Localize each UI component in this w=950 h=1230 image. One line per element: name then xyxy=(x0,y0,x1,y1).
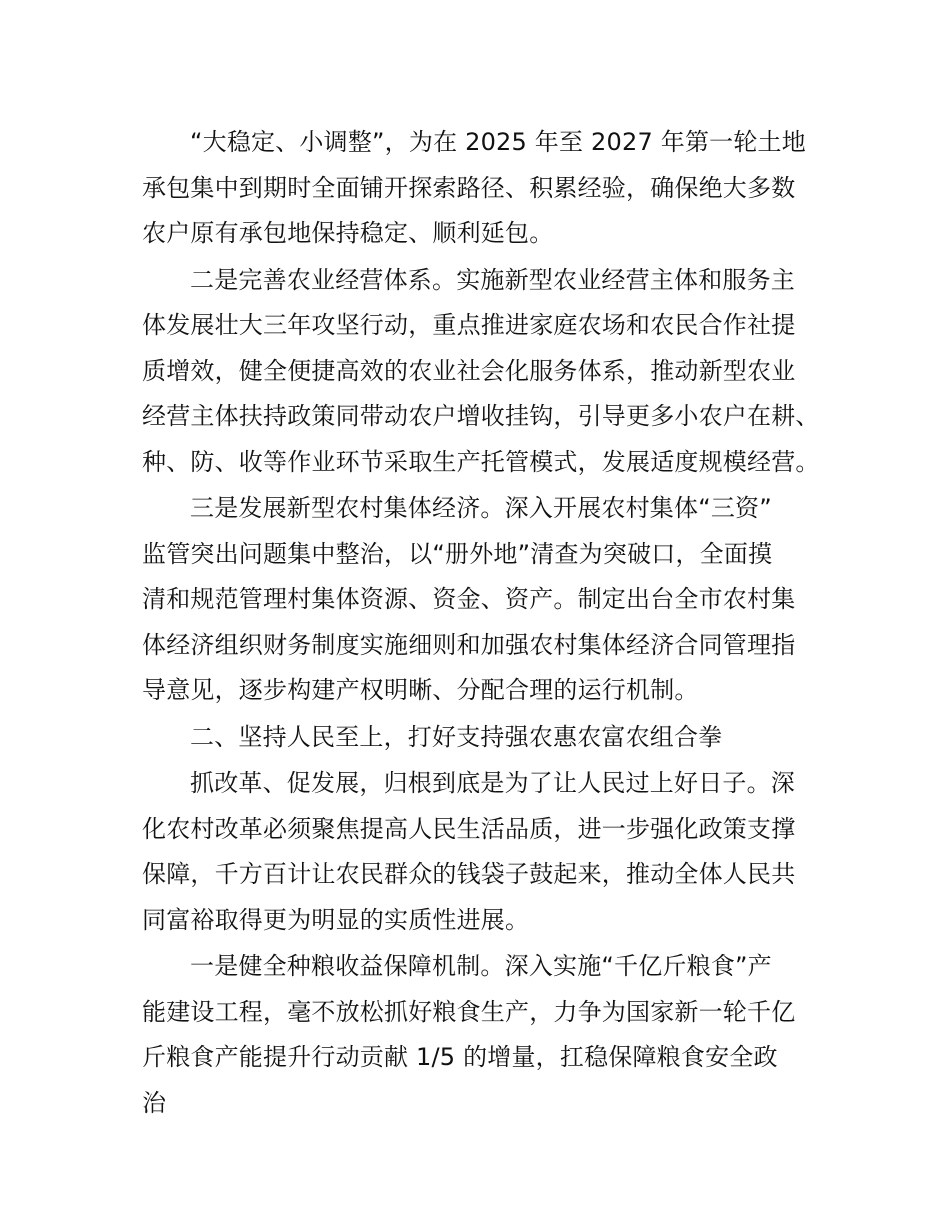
text-line: 种、防、收等作业环节采取生产托管模式，发展适度规模经营。 xyxy=(142,447,820,476)
document-body xyxy=(142,120,842,1127)
text-line: 体经济组织财务制度实施细则和加强农村集体经济合同管理指 xyxy=(142,630,796,659)
section-heading xyxy=(142,715,842,761)
paragraph-1 xyxy=(142,120,842,257)
text-line: 三是发展新型农村集体经济。深入开展农村集体“三资” xyxy=(190,494,772,522)
paragraph-6 xyxy=(142,944,842,1126)
text-line: 二、坚持人民至上，打好支持强农惠农富农组合拳 xyxy=(190,722,723,751)
text-line: 一是健全种粮收益保障机制。深入实施“千亿斤粮食”产 xyxy=(190,952,772,980)
text-line: 农户原有承包地保持稳定、顺利延包。 xyxy=(142,219,554,247)
paragraph-5 xyxy=(142,761,842,943)
text-line: 承包集中到期时全面铺开探索路径、积累经验，确保绝大多数 xyxy=(142,173,796,202)
text-line: 保障，千方百计让农民群众的钱袋子鼓起来，推动全体人民共 xyxy=(142,860,796,888)
text-line: 同富裕取得更为明显的实质性进展。 xyxy=(142,905,530,934)
text-line: 监管突出问题集中整治，以“册外地”清查为突破口，全面摸 xyxy=(142,539,773,568)
text-line: 质增效，健全便捷高效的农业社会化服务体系，推动新型农业 xyxy=(142,356,796,385)
text-line: 斤粮食产能提升行动贡献 1/5 的增量，扛稳保障粮食安全政 xyxy=(142,1043,778,1071)
paragraph-2 xyxy=(142,258,842,486)
text-line: “大稳定、小调整”，为在 2025 年至 2027 年第一轮土地 xyxy=(190,128,806,156)
text-line: 经营主体扶持政策同带动农户增收挂钩，引导更多小农户在耕、 xyxy=(142,402,820,430)
text-line: 化农村改革必须聚焦提高人民生活品质，进一步强化政策支撑 xyxy=(142,814,796,843)
text-line: 清和规范管理村集体资源、资金、资产。制定出台全市农村集 xyxy=(142,585,796,613)
text-line: 能建设工程，毫不放松抓好粮食生产，力争为国家新一轮千亿 xyxy=(142,997,796,1026)
text-line: 二是完善农业经营体系。实施新型农业经营主体和服务主 xyxy=(190,265,795,294)
text-line: 抓改革、促发展，归根到底是为了让人民过上好日子。深 xyxy=(190,769,795,797)
text-line: 导意见，逐步构建产权明晰、分配合理的运行机制。 xyxy=(142,676,699,704)
text-line: 体发展壮大三年攻坚行动，重点推进家庭农场和农民合作社提 xyxy=(142,311,796,339)
text-line: 治 xyxy=(142,1088,167,1117)
paragraph-3 xyxy=(142,486,842,714)
